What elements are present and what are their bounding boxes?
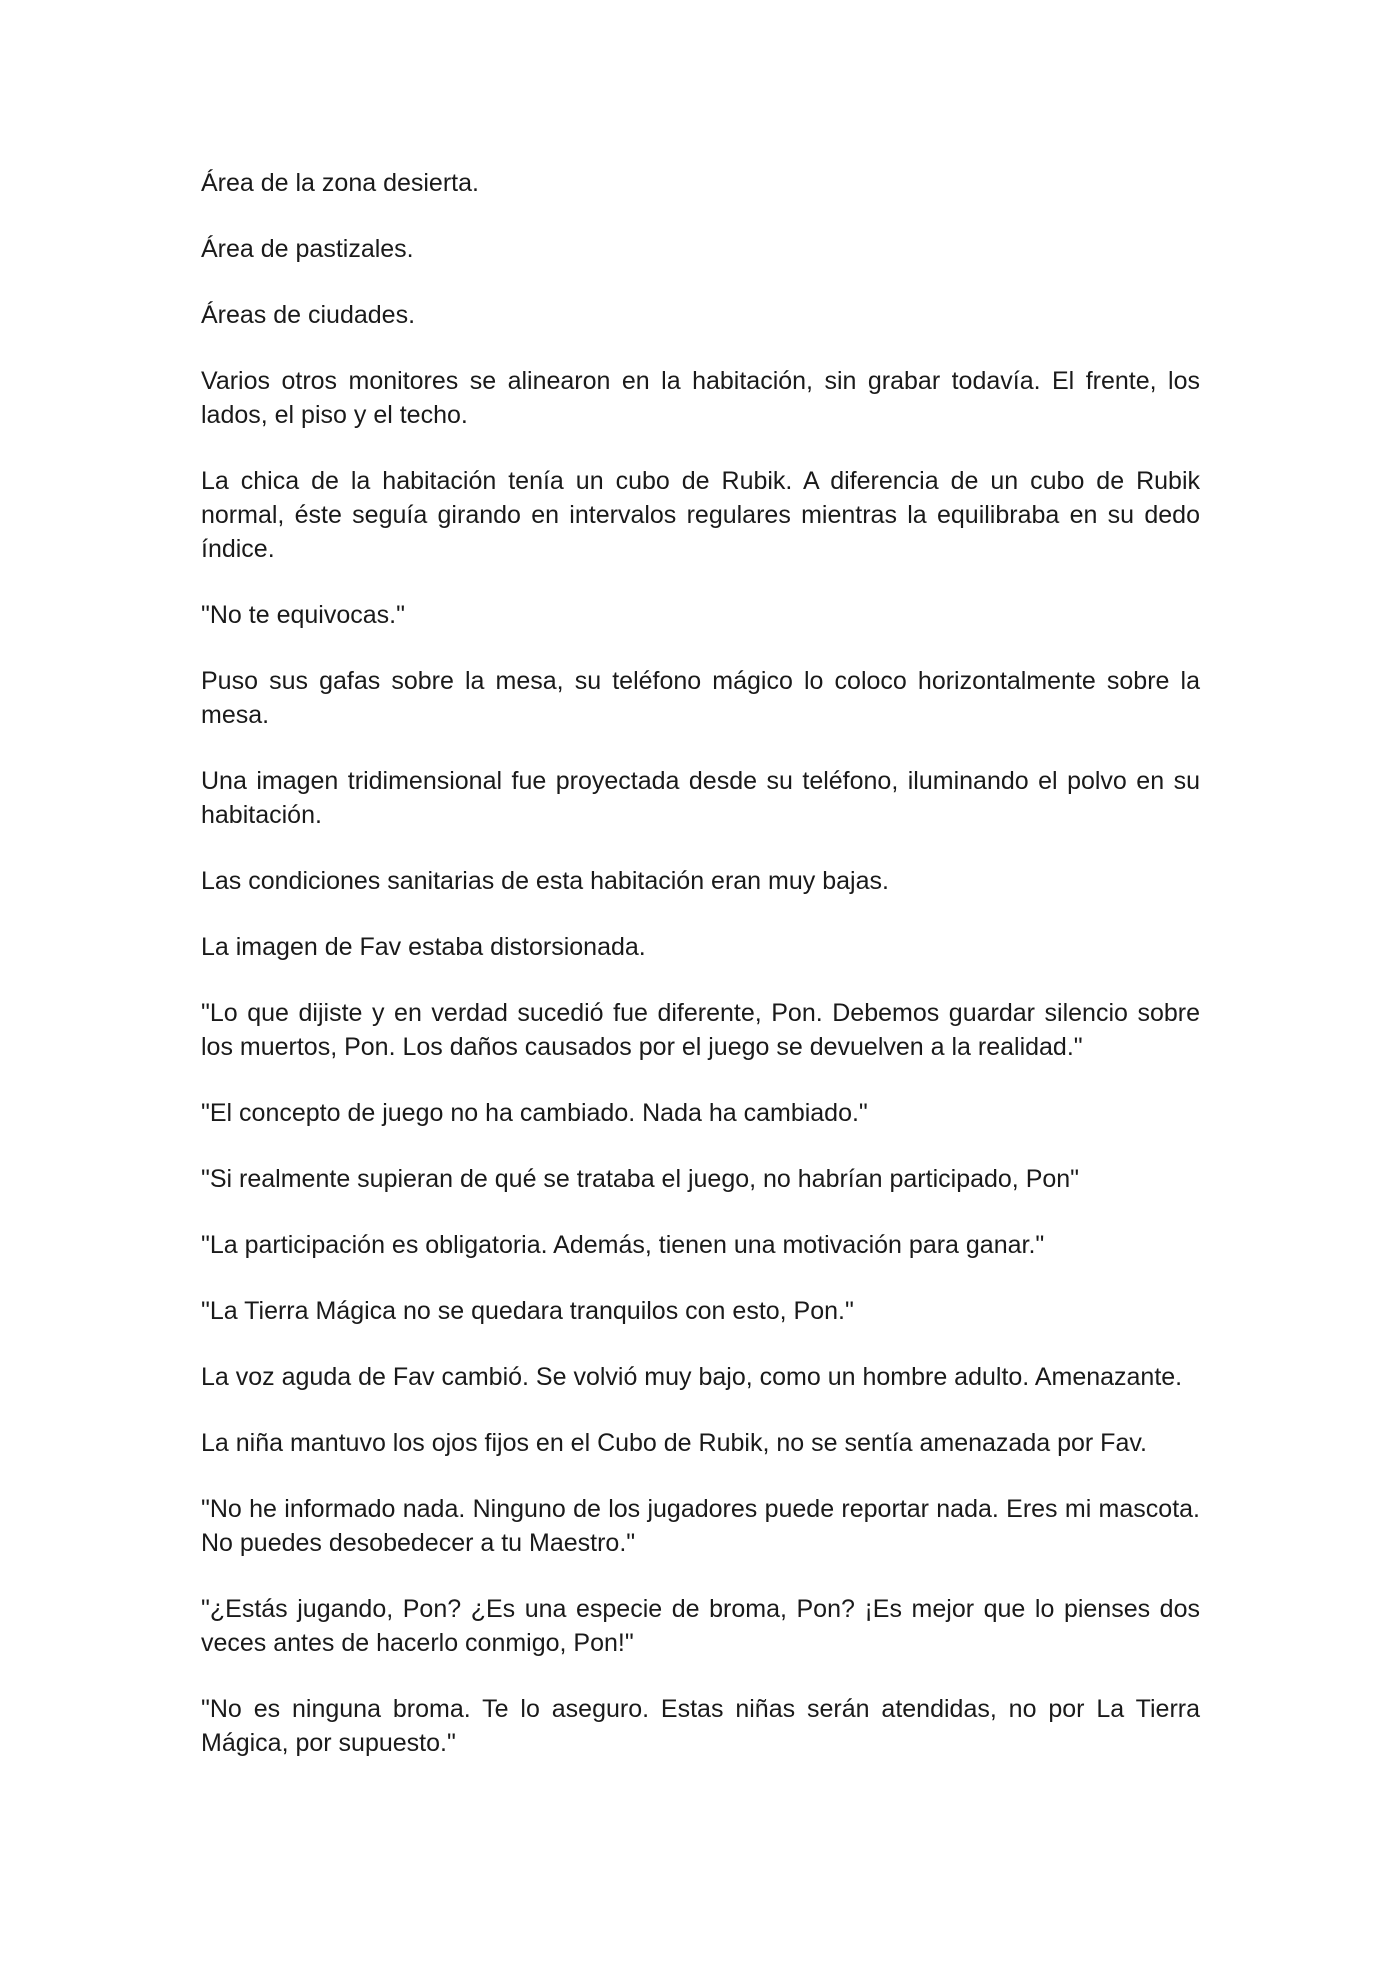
paragraph: La voz aguda de Fav cambió. Se volvió muy bajo, como un hombre adulto. Amenazante. bbox=[201, 1363, 1183, 1391]
paragraph: "Lo que dijiste y en verdad sucedió fue diferente, Pon. Debemos guardar silencio sobre los muertos, Pon. Los daños causados por el juego se devuelven a la realidad." bbox=[201, 999, 1200, 1061]
paragraph: "No es ninguna broma. Te lo aseguro. Estas niñas serán atendidas, no por La Tierra Mágica, por supuesto." bbox=[201, 1695, 1200, 1757]
paragraph: Una imagen tridimensional fue proyectada desde su teléfono, iluminando el polvo en su habitación. bbox=[201, 767, 1200, 829]
paragraph: Áreas de ciudades. bbox=[201, 301, 416, 329]
paragraph: Varios otros monitores se alinearon en la habitación, sin grabar todavía. El frente, los lados, el piso y el techo. bbox=[201, 367, 1200, 429]
paragraph: "¿Estás jugando, Pon? ¿Es una especie de broma, Pon? ¡Es mejor que lo pienses dos veces antes de hacerlo conmigo, Pon!" bbox=[201, 1595, 1200, 1657]
paragraph: "La Tierra Mágica no se quedara tranquilos con esto, Pon." bbox=[201, 1297, 854, 1325]
paragraph: "La participación es obligatoria. Además, tienen una motivación para ganar." bbox=[201, 1231, 1045, 1259]
paragraph: Área de la zona desierta. bbox=[201, 169, 479, 197]
paragraph: "El concepto de juego no ha cambiado. Nada ha cambiado." bbox=[201, 1099, 868, 1127]
paragraph: "Si realmente supieran de qué se trataba el juego, no habrían participado, Pon" bbox=[201, 1165, 1080, 1193]
document-body bbox=[201, 166, 1200, 1792]
paragraph: La niña mantuvo los ojos fijos en el Cubo de Rubik, no se sentía amenazada por Fav. bbox=[201, 1429, 1147, 1457]
paragraph: Las condiciones sanitarias de esta habitación eran muy bajas. bbox=[201, 867, 889, 895]
paragraph: La chica de la habitación tenía un cubo de Rubik. A diferencia de un cubo de Rubik normal, éste seguía girando en intervalos regulares mientras la equilibraba en su dedo índice. bbox=[201, 467, 1200, 563]
paragraph: La imagen de Fav estaba distorsionada. bbox=[201, 933, 646, 961]
paragraph: "No he informado nada. Ninguno de los jugadores puede reportar nada. Eres mi mascota. No puedes desobedecer a tu Maestro." bbox=[201, 1495, 1200, 1557]
paragraph: Área de pastizales. bbox=[201, 235, 414, 263]
paragraph: "No te equivocas." bbox=[201, 601, 405, 629]
paragraph: Puso sus gafas sobre la mesa, su teléfono mágico lo coloco horizontalmente sobre la mesa. bbox=[201, 667, 1200, 729]
